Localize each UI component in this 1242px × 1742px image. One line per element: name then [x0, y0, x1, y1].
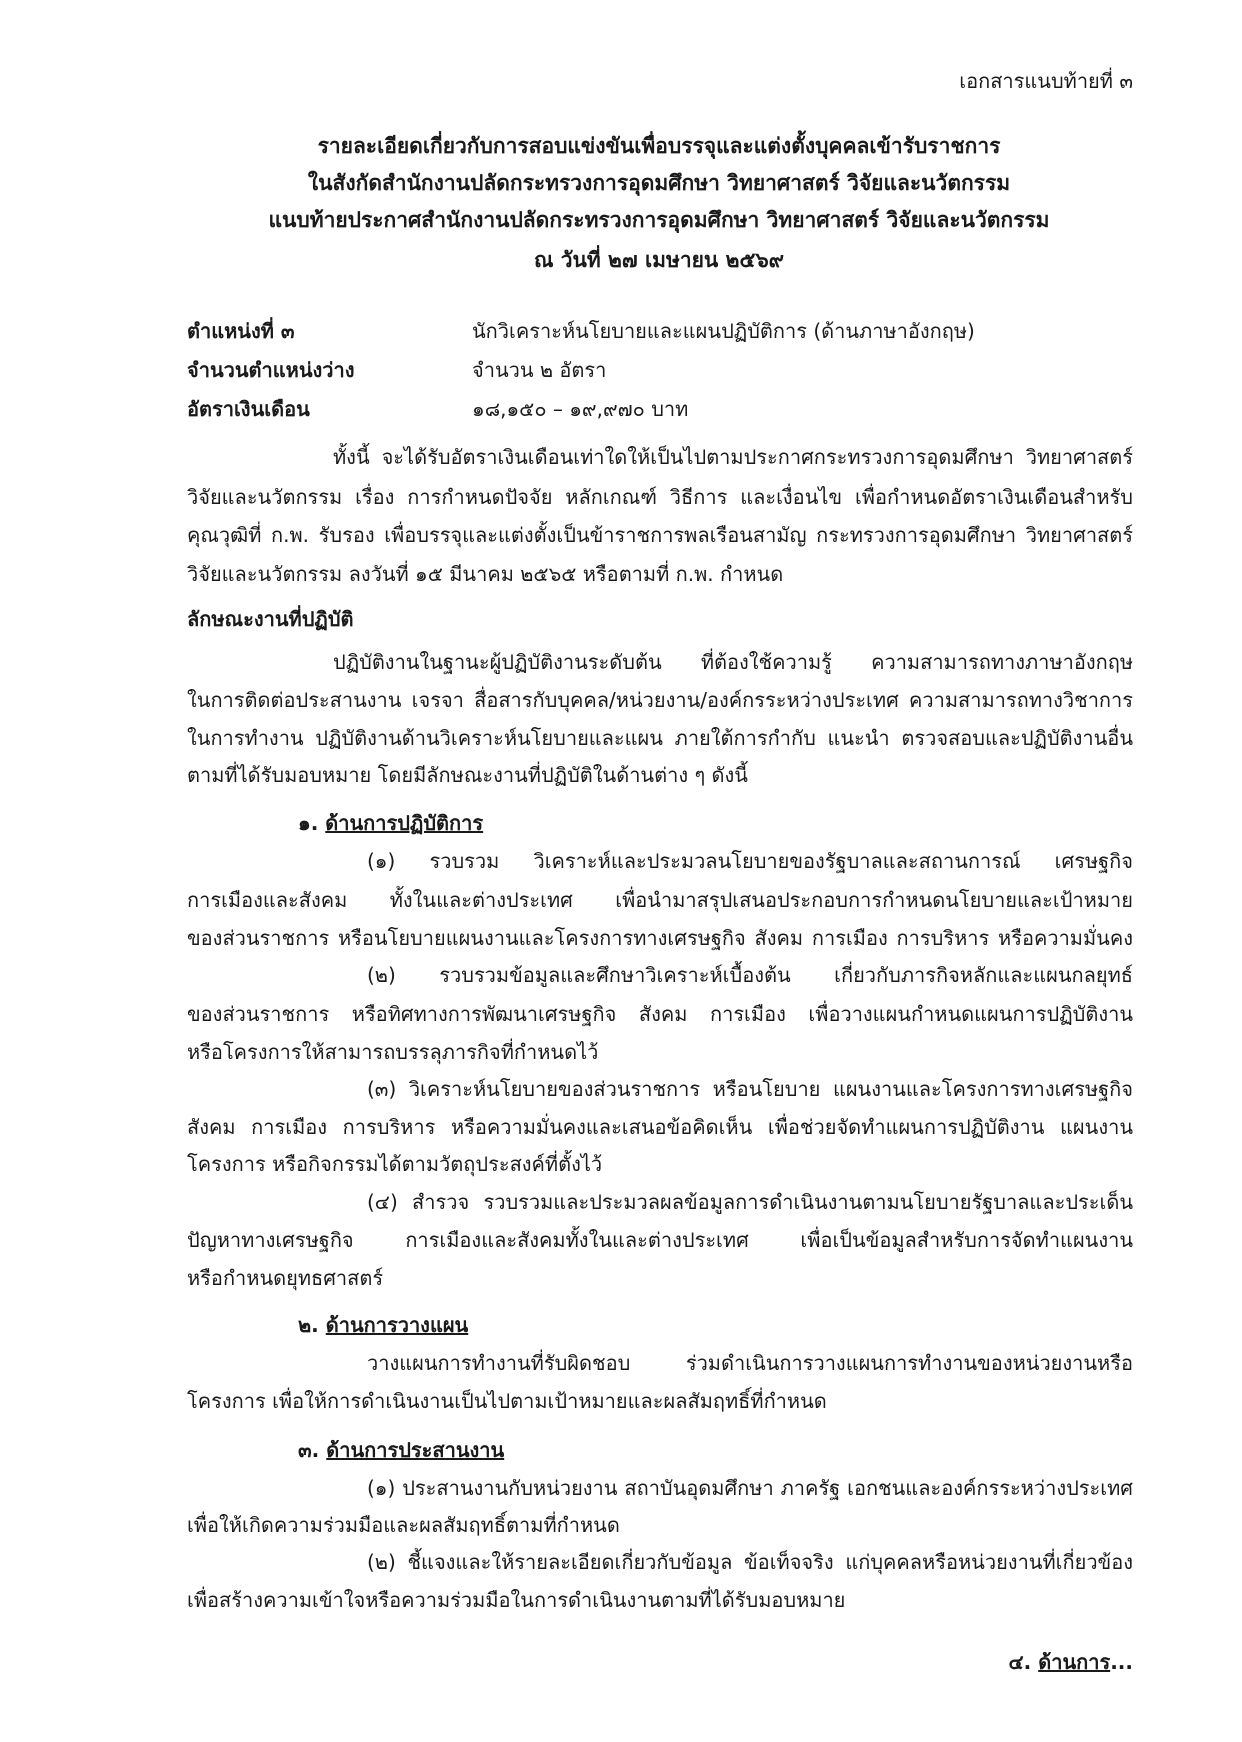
section-number: ๑.: [298, 811, 319, 835]
position-value: นักวิเคราะห์นโยบายและแผนปฏิบัติการ (ด้านภาษาอังกฤษ): [472, 319, 975, 343]
section-item-line: เพื่อสร้างความเข้าใจหรือความร่วมมือในการดำเนินงานตามที่ได้รับมอบหมาย: [187, 1588, 846, 1612]
section-item-line: โครงการ เพื่อให้การดำเนินงานเป็นไปตามเป้าหมายและผลสัมฤทธิ์ที่กำหนด: [187, 1389, 827, 1413]
duties-heading: ลักษณะงานที่ปฏิบัติ: [187, 607, 354, 631]
salary-note-line: วิจัยและนวัตกรรม เรื่อง การกำหนดปัจจัย หลักเกณฑ์ วิธีการ และเงื่อนไข เพื่อกำหนดอัตราเงินเดือนสำหรับ: [187, 485, 1133, 509]
section-item-line: ปัญหาทางเศรษฐกิจ การเมืองและสังคมทั้งในและต่างประเทศ เพื่อเป็นข้อมูลสำหรับการจัดทำแผนงาน: [187, 1228, 1133, 1252]
salary-note-line: วิจัยและนวัตกรรม ลงวันที่ ๑๕ มีนาคม ๒๕๖๕ หรือตามที่ ก.พ. กำหนด: [187, 562, 784, 586]
section-item-line: สังคม การเมือง การบริหาร หรือความมั่นคงและเสนอข้อคิดเห็น เพื่อช่วยจัดทำแผนการปฏิบัติงาน แผนงาน: [187, 1115, 1133, 1139]
continuation-ellipsis: ...: [1110, 1650, 1133, 1674]
duties-intro-line: ตามที่ได้รับมอบหมาย โดยมีลักษณะงานที่ปฏิบัติในด้านต่าง ๆ ดังนี้: [187, 763, 748, 787]
section-item-line: ของส่วนราชการ หรือทิศทางการพัฒนาเศรษฐกิจ สังคม การเมือง เพื่อวางแผนกำหนดแผนการปฏิบัติงาน: [187, 1002, 1133, 1026]
continuation-number: ๔.: [1008, 1650, 1032, 1674]
continuation-marker: [1009, 1647, 1133, 1677]
section-title: ด้านการปฏิบัติการ: [325, 811, 484, 835]
section-heading-coordination: [298, 1435, 504, 1465]
attachment-reference: เอกสารแนบท้ายที่ ๓: [959, 69, 1133, 93]
salary-label: อัตราเงินเดือน: [187, 397, 310, 421]
document-date: ณ วันที่ ๒๗ เมษายน ๒๕๖๙: [533, 248, 785, 272]
section-title: ด้านการประสานงาน: [326, 1438, 505, 1462]
section-item-line: (๓) วิเคราะห์นโยบายของส่วนราชการ หรือนโยบาย แผนงานและโครงการทางเศรษฐกิจ: [367, 1077, 1133, 1101]
section-number: ๓.: [298, 1438, 320, 1462]
section-item-line: เพื่อให้เกิดความร่วมมือและผลสัมฤทธิ์ตามที่กำหนด: [187, 1513, 620, 1537]
section-heading-planning: [298, 1310, 468, 1340]
section-item-line: วางแผนการทำงานที่รับผิดชอบ ร่วมดำเนินการวางแผนการทำงานของหน่วยงานหรือ: [367, 1351, 1133, 1375]
section-item-line: โครงการ หรือกิจกรรมได้ตามวัตถุประสงค์ที่ตั้งไว้: [187, 1152, 603, 1176]
duties-intro-line: ในการทำงาน ปฏิบัติงานด้านวิเคราะห์นโยบายและแผน ภายใต้การกำกับ แนะนำ ตรวจสอบและปฏิบัติงานอื่น: [187, 726, 1133, 750]
document-title-line: แนบท้ายประกาศสำนักงานปลัดกระทรวงการอุดมศึกษา วิทยาศาสตร์ วิจัยและนวัตกรรม: [268, 208, 1050, 232]
salary-note-line: คุณวุฒิที่ ก.พ. รับรอง เพื่อบรรจุและแต่งตั้งเป็นข้าราชการพลเรือนสามัญ กระทรวงการอุดมศึกษา วิทยาศาสตร์: [187, 523, 1133, 547]
section-item-line: (๑) ประสานงานกับหน่วยงาน สถาบันอุดมศึกษา ภาครัฐ เอกชนและองค์กรระหว่างประเทศ: [367, 1476, 1133, 1500]
salary-value: ๑๘,๑๕๐ – ๑๙,๙๗๐ บาท: [472, 397, 689, 421]
section-item-line: การเมืองและสังคม ทั้งในและต่างประเทศ เพื่อนำมาสรุปเสนอประกอบการกำหนดนโยบายและเป้าหมาย: [187, 888, 1133, 912]
section-item-line: (๑) รวบรวม วิเคราะห์และประมวลนโยบายของรัฐบาลและสถานการณ์ เศรษฐกิจ: [367, 849, 1133, 873]
vacancy-value: จำนวน ๒ อัตรา: [472, 358, 607, 382]
section-number: ๒.: [298, 1313, 319, 1337]
continuation-title: ด้านการ: [1038, 1650, 1111, 1674]
salary-note-line: ทั้งนี้ จะได้รับอัตราเงินเดือนเท่าใดให้เป็นไปตามประกาศกระทรวงการอุดมศึกษา วิทยาศาสตร์: [333, 445, 1133, 469]
section-item-line: หรือกำหนดยุทธศาสตร์: [187, 1266, 384, 1290]
duties-intro-line: ปฏิบัติงานในฐานะผู้ปฏิบัติงานระดับต้น ที่ต้องใช้ความรู้ ความสามารถทางภาษาอังกฤษ: [333, 650, 1133, 674]
section-item-line: หรือโครงการให้สามารถบรรลุภารกิจที่กำหนดไว้: [187, 1040, 599, 1064]
position-label: ตำแหน่งที่ ๓: [187, 319, 295, 343]
section-item-line: (๒) รวบรวมข้อมูลและศึกษาวิเคราะห์เบื้องต้น เกี่ยวกับภารกิจหลักและแผนกลยุทธ์: [367, 963, 1133, 987]
duties-intro-line: ในการติดต่อประสานงาน เจรจา สื่อสารกับบุคคล/หน่วยงาน/องค์กรระหว่างประเทศ ความสามารถทางวิชาการ: [187, 688, 1133, 712]
document-title-line: รายละเอียดเกี่ยวกับการสอบแข่งขันเพื่อบรรจุและแต่งตั้งบุคคลเข้ารับราชการ: [317, 134, 1001, 158]
vacancy-label: จำนวนตำแหน่งว่าง: [187, 358, 355, 382]
section-heading-operations: [298, 808, 483, 838]
document-title-line: ในสังกัดสำนักงานปลัดกระทรวงการอุดมศึกษา วิทยาศาสตร์ วิจัยและนวัตกรรม: [307, 171, 1011, 195]
section-item-line: (๔) สำรวจ รวบรวมและประมวลผลข้อมูลการดำเนินงานตามนโยบายรัฐบาลและประเด็น: [367, 1190, 1133, 1214]
section-item-line: ของส่วนราชการ หรือนโยบายแผนงานและโครงการทางเศรษฐกิจ สังคม การเมือง การบริหาร หรือความมั่นคง: [187, 926, 1133, 950]
section-item-line: (๒) ชี้แจงและให้รายละเอียดเกี่ยวกับข้อมูล ข้อเท็จจริง แก่บุคคลหรือหน่วยงานที่เกี่ยวข้อง: [367, 1550, 1133, 1574]
section-title: ด้านการวางแผน: [325, 1313, 469, 1337]
